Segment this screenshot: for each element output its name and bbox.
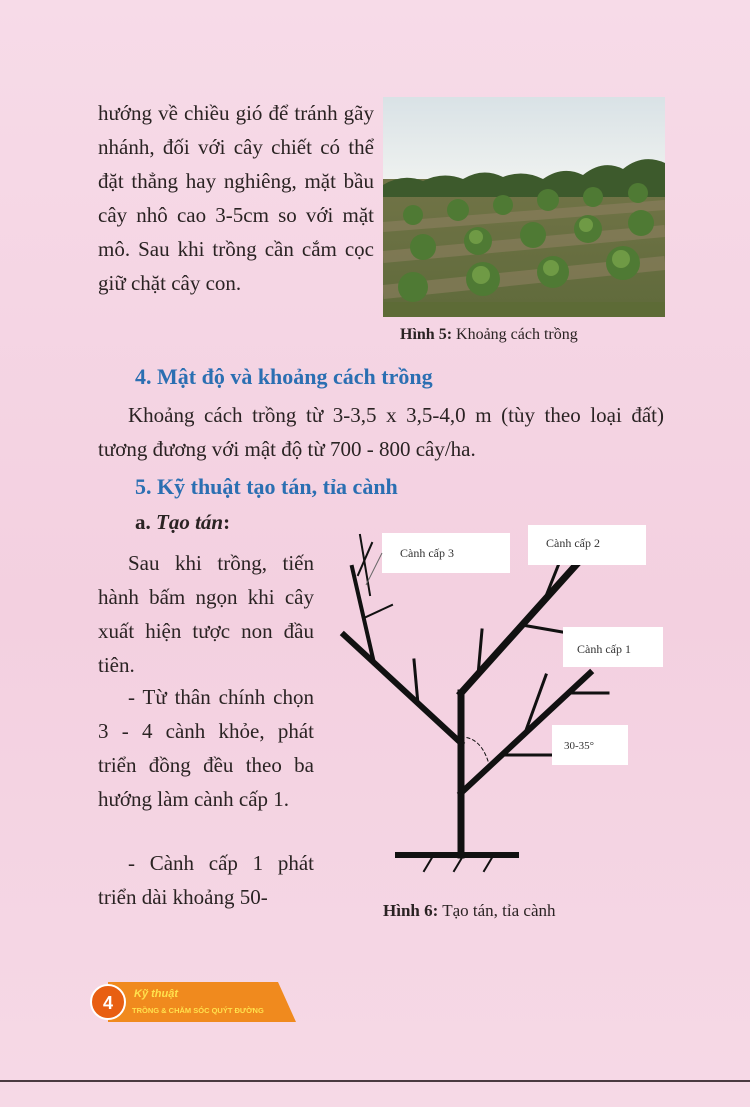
label-angle: 30-35° [564,740,595,752]
badge-line1: Kỹ thuật [134,988,178,1000]
bottom-rule [0,1080,750,1082]
figure5-caption [400,326,578,344]
angle-arc [461,737,488,761]
subsection-a-name: Tạo tán [156,510,224,534]
label-level2: Cành cấp 2 [546,536,600,550]
page-number-badge [88,978,300,1026]
subsection-a-colon: : [223,510,231,534]
root-mark [484,856,493,871]
plantation-photo [383,97,665,317]
label-level1: Cành cấp 1 [577,642,631,656]
branch-level2-upper-b [522,625,568,633]
root-mark [424,856,433,871]
branch-level1-left [344,635,461,743]
leader-line [366,553,382,585]
section4-heading: 4. Mật độ và khoảng cách trồng [135,364,433,389]
branch-level3-stroke [366,605,392,617]
figure6-label: Hình 6: [383,901,439,920]
paragraph-pruning-1: Sau khi trồng, tiến hành bấm ngọn khi cây xuất hiện tược non đầu tiên. [98,551,314,677]
subsection-a-title [135,510,230,535]
page-number: 4 [102,993,114,1013]
badge-line2: TRỒNG & CHĂM SÓC QUÝT ĐƯỜNG [132,1006,264,1015]
figure5-label: Hình 5: [400,326,453,343]
label-level3: Cành cấp 3 [400,546,454,560]
subsection-a-prefix: a. [135,510,151,534]
intro-paragraph: hướng về chiều gió để tránh gãy nhánh, đối với cây chiết có thể đặt thẳng hay nghiêng, mặt bầu cây nhô cao 3-5cm so với mặt mô. Sau khi trồng cần cắm cọc giữ chặt cây con. [98,101,374,295]
figure6-text: Tạo tán, tỉa cành [442,901,556,920]
paragraph-pruning-3: - Cành cấp 1 phát triển dài khoảng 50- [98,851,314,909]
section5-heading: 5. Kỹ thuật tạo tán, tỉa cành [135,474,398,499]
paragraph-pruning-2: - Từ thân chính chọn 3 - 4 cành khỏe, phát triển đồng đều theo ba hướng làm cành cấp 1. [98,685,314,811]
tree-pruning-diagram [330,515,670,885]
figure5-text: Khoảng cách trồng [456,326,578,343]
section4-paragraph: Khoảng cách trồng từ 3-3,5 x 3,5-4,0 m (tùy theo loại đất) tương đương với mật độ từ 700 - 800 cây/ha. [98,403,664,461]
figure6-caption [383,901,556,921]
